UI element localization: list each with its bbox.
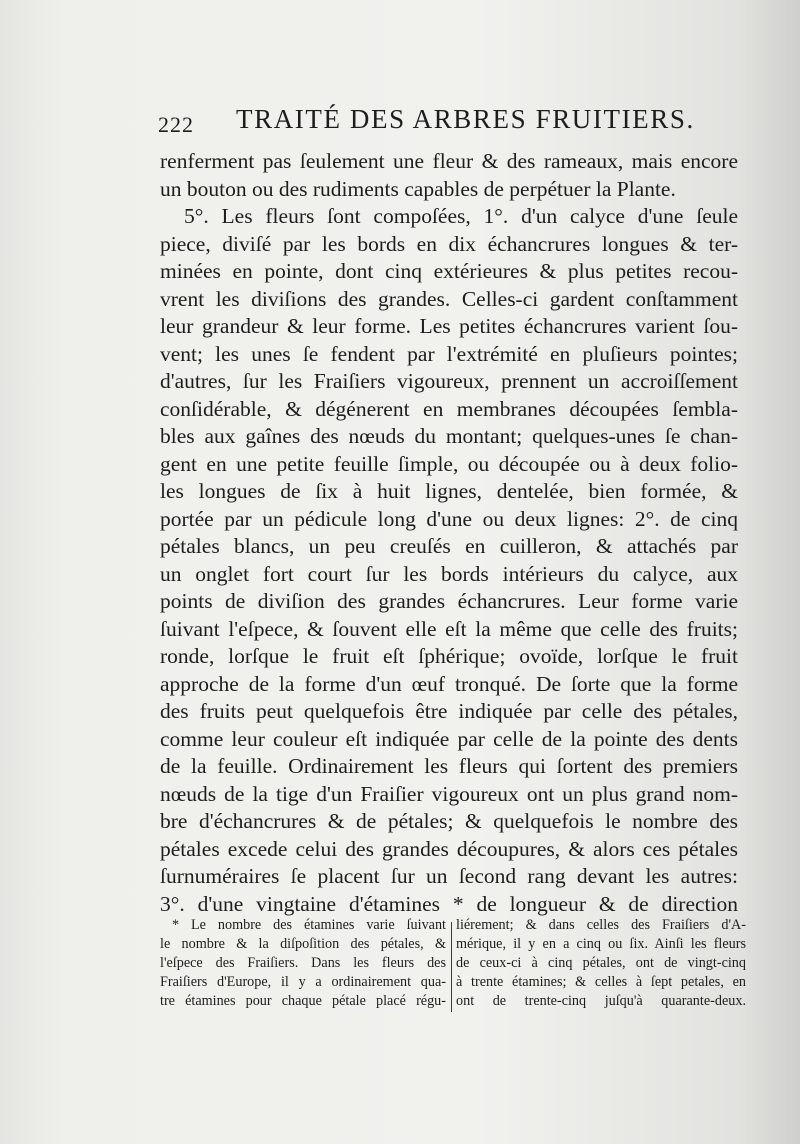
footnote-line: tre étamines pour chaque pétale placé régu- xyxy=(160,993,446,1009)
footnote-line: Fraiſiers d'Europe, il y a ordinairement qua- xyxy=(160,974,446,990)
footnote-line: le nombre & la diſpoſition des pétales, & xyxy=(160,936,446,952)
footnote-line: * Le nombre des étamines varie ſuivant xyxy=(172,917,446,933)
text-line: vent; les unes ſe fendent par l'extrémité en pluſieurs pointes; xyxy=(160,341,738,366)
text-line: 5°. Les fleurs ſont compoſées, 1°. d'un calyce d'une ſeule xyxy=(184,204,738,228)
text-line: minées en pointe, dont cinq extérieures & plus petites recou- xyxy=(160,259,738,283)
footnote-area xyxy=(160,916,746,1014)
text-line: pétales blancs, un peu creuſés en cuilleron, & attachés par xyxy=(160,534,738,558)
text-line: portée par un pédicule long d'une ou deux lignes: 2°. de cinq xyxy=(160,506,738,531)
text-line: points de diviſion des grandes échancrures. Leur forme varie xyxy=(160,589,738,613)
text-line: un onglet fort court ſur les bords intérieurs du calyce, aux xyxy=(160,561,738,586)
footnote-column-right xyxy=(456,916,746,1011)
text-line: nœuds de la tige d'un Fraiſier vigoureux ont un plus grand nom- xyxy=(160,781,738,806)
footnote-column-left xyxy=(160,916,446,1011)
text-line: comme leur couleur eſt indiquée par celle de la pointe des dents xyxy=(160,726,738,751)
footnote-line: à trente étamines; & celles à ſept petales, en xyxy=(456,974,746,990)
body-text xyxy=(160,148,738,918)
page-header xyxy=(158,104,695,140)
text-line: conſidérable, & dégénerent en membranes découpées ſembla- xyxy=(160,396,738,421)
text-line: 3°. d'une vingtaine d'étamines * de longueur & de direction xyxy=(160,891,738,916)
text-line: renferment pas ſeulement une fleur & des rameaux, mais encore xyxy=(160,149,738,173)
text-line: ronde, lorſque le fruit eſt ſphérique; ovoïde, lorſque le fruit xyxy=(160,644,738,668)
footnote-line: mérique, il y en a cinq ou ſix. Ainſi les fleurs xyxy=(456,936,746,952)
page-number: 222 xyxy=(158,112,194,137)
running-title: TRAITÉ DES ARBRES FRUITIERS. xyxy=(236,104,695,134)
text-line: ſurnuméraires ſe placent ſur un ſecond rang devant les autres: xyxy=(160,864,738,888)
text-line: bre d'échancrures & de pétales; & quelquefois le nombre des xyxy=(160,809,738,833)
text-line: ſuivant l'eſpece, & ſouvent elle eſt la même que celle des fruits; xyxy=(160,616,738,641)
text-line: gent en une petite feuille ſimple, ou découpée ou à deux folio- xyxy=(160,451,738,476)
text-line: vrent les diviſions des grandes. Celles-ci gardent conſtamment xyxy=(160,286,738,311)
footnote-line: l'eſpece des Fraiſiers. Dans les fleurs des xyxy=(160,955,446,971)
text-line: bles aux gaînes des nœuds du montant; quelques-unes ſe chan- xyxy=(160,424,738,448)
footnote-column-divider xyxy=(451,922,452,1012)
text-line: un bouton ou des rudiments capables de perpétuer la Plante. xyxy=(160,176,676,201)
text-line: les longues de ſix à huit lignes, dentelée, bien formée, & xyxy=(160,479,738,503)
text-line: approche de la forme d'un œuf tronqué. De ſorte que la forme xyxy=(160,671,738,696)
text-line: leur grandeur & leur forme. Les petites échancrures varient ſou- xyxy=(160,314,738,338)
footnote-line: liérement; & dans celles des Fraiſiers d'A- xyxy=(456,917,746,933)
text-line: d'autres, ſur les Fraiſiers vigoureux, prennent un accroiſſement xyxy=(160,369,738,393)
text-line: piece, diviſé par les bords en dix échancrures longues & ter- xyxy=(160,231,738,256)
text-line: des fruits peut quelquefois être indiquée par celle des pétales, xyxy=(160,699,738,723)
footnote-line: ont de trente-cinq juſqu'à quarante-deux. xyxy=(456,993,746,1009)
text-line: de la feuille. Ordinairement les fleurs qui ſortent des premiers xyxy=(160,754,738,778)
text-line: pétales excede celui des grandes découpures, & alors ces pétales xyxy=(160,836,738,861)
footnote-line: de ceux-ci à cinq pétales, ont de vingt-cinq xyxy=(456,955,746,971)
